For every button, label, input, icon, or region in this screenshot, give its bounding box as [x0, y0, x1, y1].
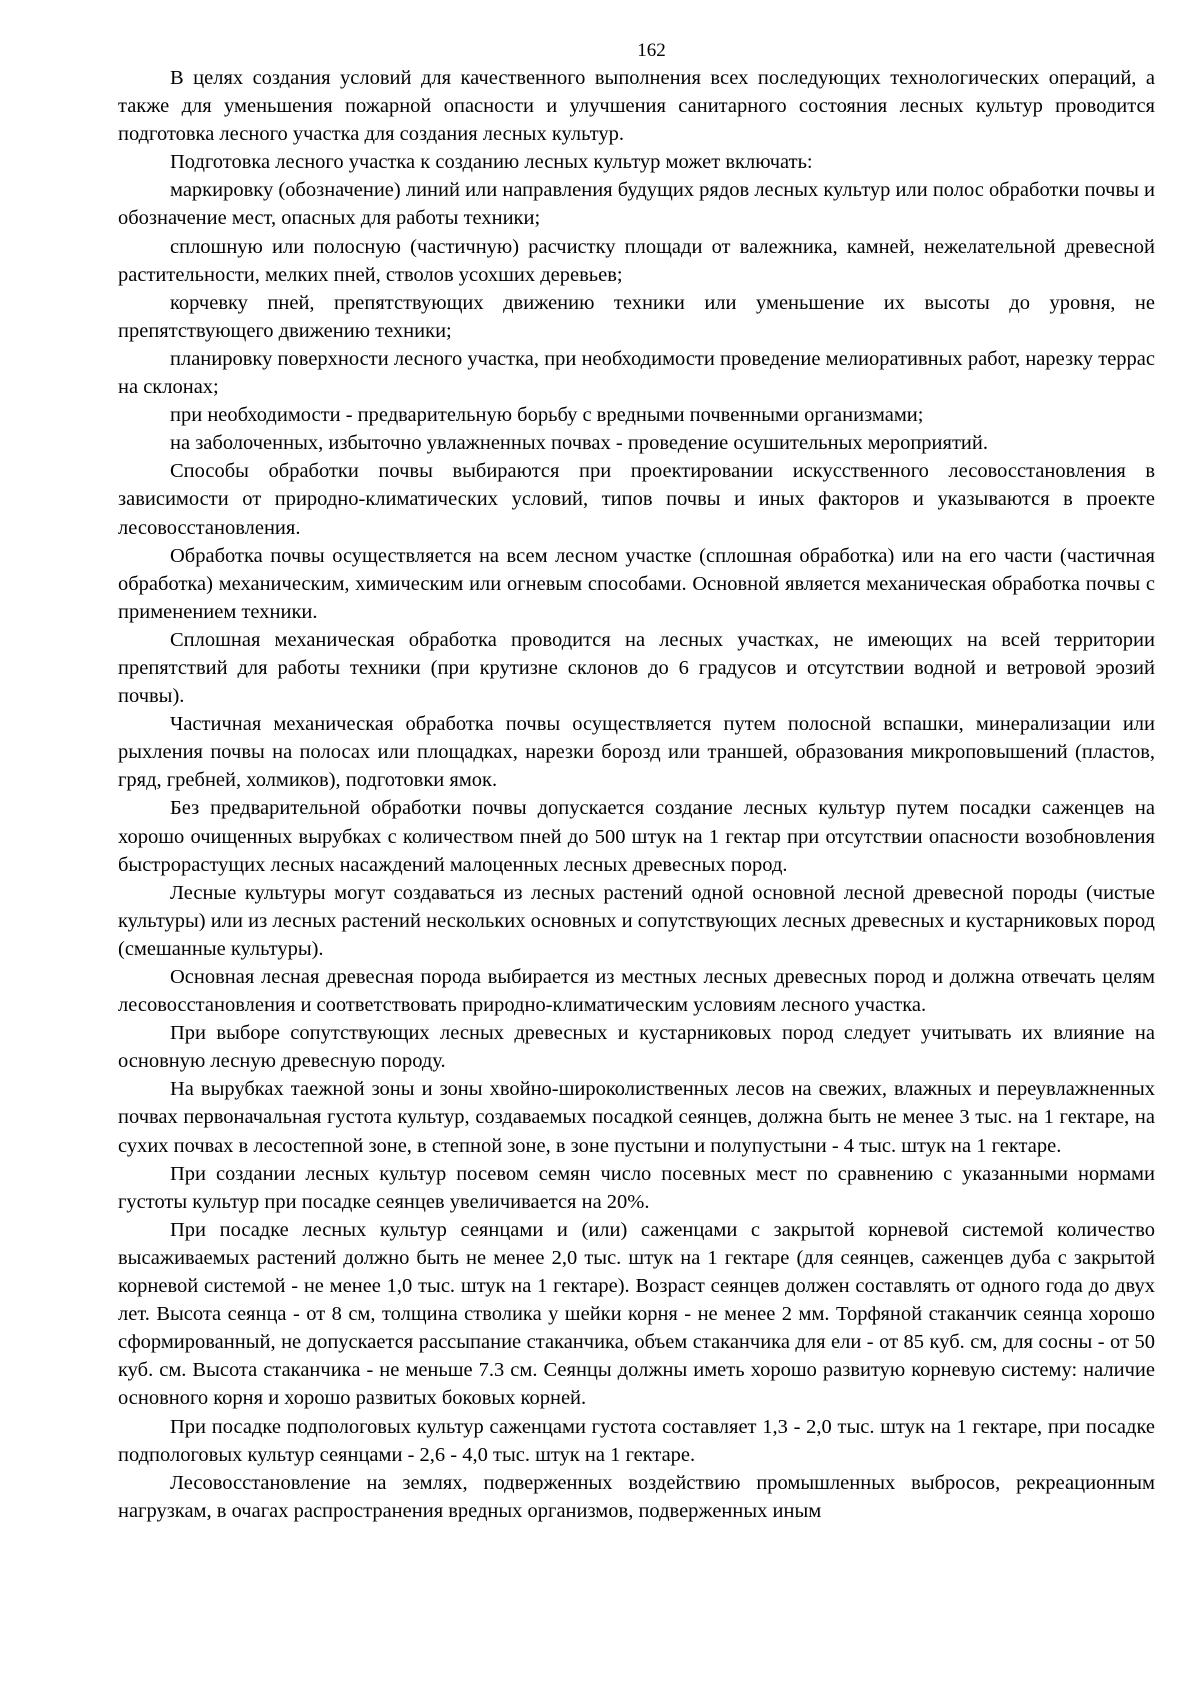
- paragraph: Частичная механическая обработка почвы осуществляется путем полосной вспашки, минерализации или рыхления почвы на полосах или площадках, нарезки борозд или траншей, образования микроповышений (пластов, гряд, гребней, холмиков), подготовки ямок.: [118, 713, 1155, 792]
- paragraph: В целях создания условий для качественного выполнения всех последующих технологических операций, а также для уменьшения пожарной опасности и улучшения санитарного состояния лесных культур проводится подготовка лесного участка для создания лесных культур.: [118, 67, 1155, 146]
- paragraph: Без предварительной обработки почвы допускается создание лесных культур путем посадки саженцев на хорошо очищенных вырубках с количеством пней до 500 штук на 1 гектар при отсутствии опасности возобновления быстрорастущих лесных насаждений малоценных лесных древесных пород.: [118, 797, 1155, 876]
- paragraph: При выборе сопутствующих лесных древесных и кустарниковых пород следует учитывать их влияние на основную лесную древесную породу.: [118, 1022, 1155, 1073]
- paragraph: Основная лесная древесная порода выбирается из местных лесных древесных пород и должна отвечать целям лесовосстановления и соответствовать природно-климатическим условиям лесного участка.: [118, 966, 1155, 1017]
- list-item: корчевку пней, препятствующих движению техники или уменьшение их высоты до уровня, не препятствующего движению техники;: [118, 291, 1155, 342]
- paragraph: Сплошная механическая обработка проводится на лесных участках, не имеющих на всей территории препятствий для работы техники (при крутизне склонов до 6 градусов и отсутствии водной и ветровой эрозий почвы).: [118, 628, 1155, 708]
- list-item: при необходимости - предварительную борьбу с вредными почвенными организмами;: [170, 404, 924, 427]
- paragraph: На вырубках таежной зоны и зоны хвойно-широколиственных лесов на свежих, влажных и переувлажненных почвах первоначальная густота культур, создаваемых посадкой сеянцев, должна быть не менее 3 тыс. на 1 гектаре, на сухих почвах в лесостепной зоне, в степной зоне, в зоне пустыни и полупустыни - 4 тыс. штук на 1 гектаре.: [118, 1078, 1155, 1157]
- page-number: 162: [637, 40, 666, 61]
- paragraph: Способы обработки почвы выбираются при проектировании искусственного лесовосстановления в зависимости от природно-климатических условий, типов почвы и иных факторов и указываются в проекте лесовосстановления.: [118, 460, 1155, 539]
- paragraph: При посадке подпологовых культур саженцами густота составляет 1,3 - 2,0 тыс. штук на 1 гектаре, при посадке подпологовых культур сеянцами - 2,6 - 4,0 тыс. штук на 1 гектаре.: [118, 1415, 1155, 1466]
- paragraph: При создании лесных культур посевом семян число посевных мест по сравнению с указанными нормами густоты культур при посадке сеянцев увеличивается на 20%.: [118, 1162, 1155, 1213]
- paragraph: Подготовка лесного участка к созданию лесных культур может включать:: [170, 151, 813, 174]
- list-item: планировку поверхности лесного участка, при необходимости проведение мелиоративных работ, нарезку террас на склонах;: [118, 347, 1155, 399]
- list-item: на заболоченных, избыточно увлажненных почвах - проведение осушительных мероприятий.: [170, 432, 988, 455]
- list-item: маркировку (обозначение) линий или направления будущих рядов лесных культур или полос обработки почвы и обозначение мест, опасных для работы техники;: [118, 179, 1155, 230]
- list-item: сплошную или полосную (частичную) расчистку площади от валежника, камней, нежелательной древесной растительности, мелких пней, стволов усохших деревьев;: [118, 235, 1155, 286]
- paragraph: Лесовосстановление на землях, подверженных воздействию промышленных выбросов, рекреационным нагрузкам, в очагах распространения вредных организмов, подверженных иным: [118, 1471, 1155, 1522]
- paragraph: Лесные культуры могут создаваться из лесных растений одной основной лесной древесной породы (чистые культуры) или из лесных растений нескольких основных и сопутствующих лесных древесных и кустарниковых пород (смешанные культуры).: [118, 881, 1155, 960]
- paragraph: При посадке лесных культур сеянцами и (или) саженцами с закрытой корневой системой количество высаживаемых растений должно быть не менее 2,0 тыс. штук на 1 гектаре (для сеянцев, саженцев дуба с закрытой корневой системой - не менее 1,0 тыс. штук на 1 гектаре). Возраст сеянцев должен составлять от одного года до двух лет. Высота сеянца - от 8 см, толщина стволика у шейки корня - не менее 2 мм. Торфяной стаканчик сеянца хорошо сформированный, не допускается рассыпание стаканчика, объем стаканчика для ели - от 85 куб. см, для сосны - от 50 куб. см. Высота стаканчика - не меньше 7.3 см. Сеянцы должны иметь хорошо развитую корневую систему: наличие основного корня и хорошо развитых боковых корней.: [118, 1218, 1155, 1410]
- paragraph: Обработка почвы осуществляется на всем лесном участке (сплошная обработка) или на его части (частичная обработка) механическим, химическим или огневым способами. Основной является механическая обработка почвы с применением техники.: [118, 544, 1155, 623]
